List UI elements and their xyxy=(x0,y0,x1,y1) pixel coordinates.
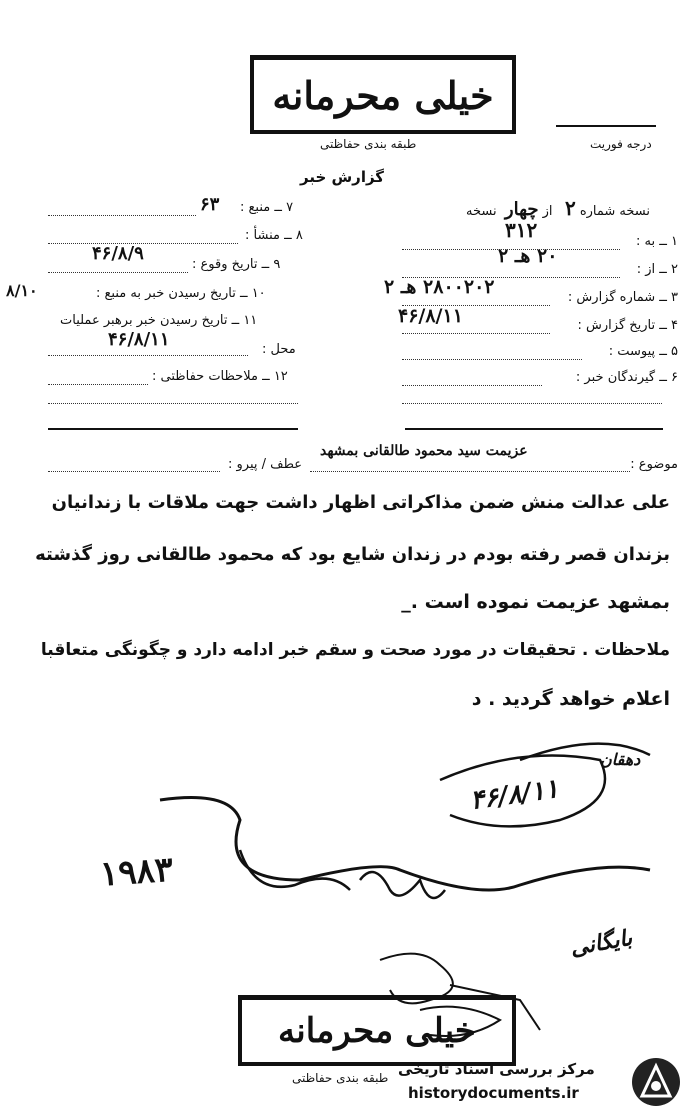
body-line-2: بزندان قصر رفته بودم در زندان شایع بود که محمود طالقانی روز گذشته xyxy=(35,544,670,565)
source-value: ۶۳ xyxy=(200,194,220,215)
received-source-label: ۱۰ ــ تاریخ رسیدن خبر به منبع : xyxy=(96,286,266,301)
handwritten-year: ۱۹۸۳ xyxy=(98,849,175,895)
handwritten-initials: دهقان xyxy=(600,750,641,769)
priority-label: درجه فوریت xyxy=(590,137,652,151)
footer-classification-stamp-text: خیلی محرمانه xyxy=(278,1011,476,1051)
from-label: ۲ ــ از : xyxy=(636,262,678,277)
remarks-label: ۱۲ ــ ملاحظات حفاظتی : xyxy=(152,369,288,384)
body-line-5: اعلام خواهد گردید . د xyxy=(471,688,670,710)
subject-value: عزیمت سید محمود طالقانی بمشهد xyxy=(320,443,528,459)
copy-suffix: نسخه xyxy=(466,204,497,219)
classification-stamp-text: خیلی محرمانه xyxy=(272,72,494,118)
received-ops-label: ۱۱ ــ تاریخ رسیدن خبر برهبر عملیات xyxy=(60,313,258,328)
subject-label: موضوع : xyxy=(630,457,678,472)
received-source-value: ۸/۱۰ xyxy=(6,281,38,300)
handwritten-date: ۴۶/۸/۱۱ xyxy=(468,773,561,817)
report-title: گزارش خبر xyxy=(300,168,385,186)
to-label: ۱ ــ به : xyxy=(636,234,678,249)
copy-total-value: چهار xyxy=(504,199,539,220)
from-value: ۲۰ هـ ۲ xyxy=(498,245,558,267)
copy-of-label: از xyxy=(542,204,553,219)
body-line-1: علی عدالت منش ضمن مذاکراتی اظهار داشت جهت ملاقات با زندانیان xyxy=(51,492,670,513)
occurrence-date-label: ۹ ــ تاریخ وقوع : xyxy=(192,257,281,272)
watermark-url: historydocuments.ir xyxy=(408,1084,579,1102)
body-line-3: بمشهد عزیمت نموده است ._ xyxy=(401,591,670,613)
place-label: محل : xyxy=(262,342,296,357)
watermark-logo-icon xyxy=(632,1058,680,1106)
recipients-label: ۶ ــ گیرندگان خبر : xyxy=(575,370,678,385)
attachment-label: ۵ ــ پیوست : xyxy=(608,344,678,359)
report-date-value: ۴۶/۸/۱۱ xyxy=(398,305,463,327)
place-value: ۴۶/۸/۱۱ xyxy=(108,329,170,350)
report-number-label: ۳ ــ شماره گزارش : xyxy=(567,290,678,305)
copy-number-value: ۲ xyxy=(564,196,576,220)
footer-classification-caption: طبقه بندی حفاظتی xyxy=(292,1071,389,1085)
body-line-4: ملاحظات . تحقیقات در مورد صحت و سقم خبر ادامه دارد و چگونگی متعاقبا xyxy=(40,640,670,660)
report-date-label: ۴ ــ تاریخ گزارش : xyxy=(577,318,678,333)
occurrence-date-value: ۴۶/۸/۹ xyxy=(92,243,144,264)
watermark-title: مرکز بررسی اسناد تاریخی xyxy=(398,1060,595,1078)
handwritten-note: بایگانی xyxy=(568,924,635,962)
source-label: ۷ ــ منبع : xyxy=(240,200,294,215)
classification-caption: طبقه بندی حفاظتی xyxy=(320,137,417,151)
origin-label: ۸ ــ منشأ : xyxy=(245,228,303,243)
reference-label: عطف / پیرو : xyxy=(228,457,303,472)
to-value: ۳۱۲ xyxy=(505,218,538,242)
copy-label: نسخه شماره xyxy=(579,204,650,219)
report-number-value: ۲۸۰۰۲۰۲ هـ ۲ xyxy=(384,276,495,298)
footer-classification-stamp xyxy=(238,995,516,1066)
